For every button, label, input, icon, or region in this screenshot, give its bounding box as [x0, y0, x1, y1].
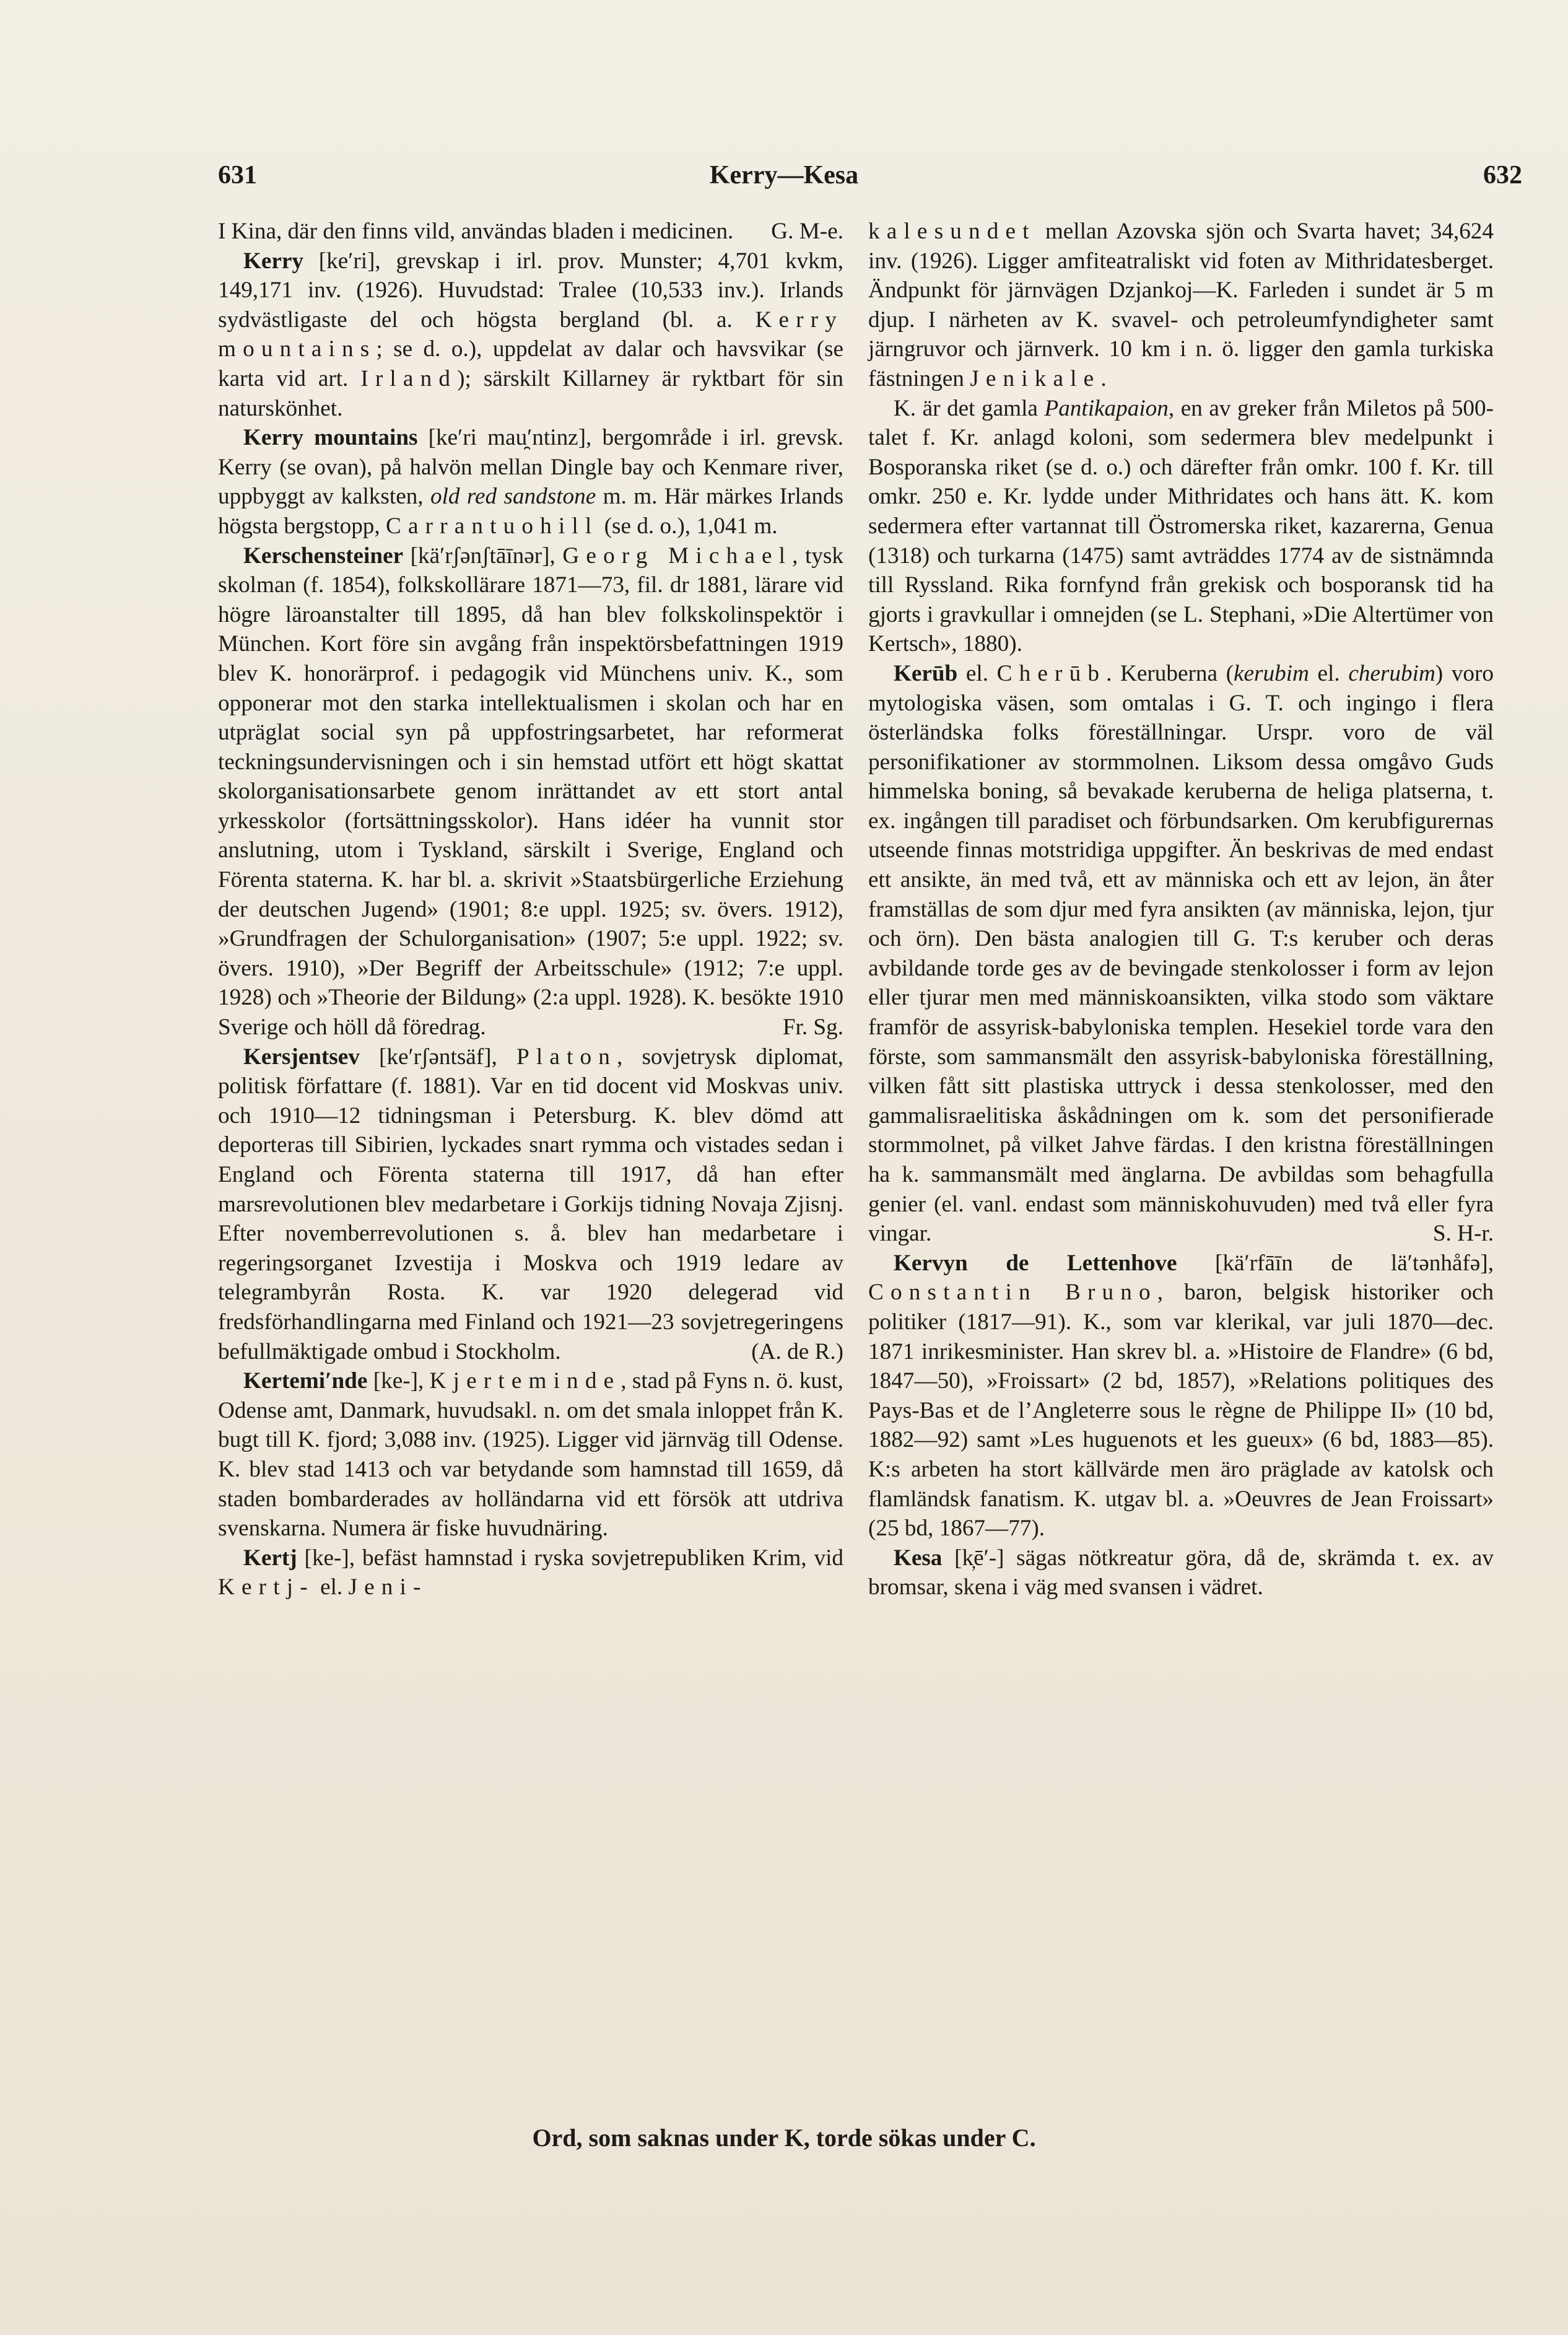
spaced-term: kalesundet [868, 219, 1036, 244]
left-column [218, 217, 843, 1602]
entry-kerschensteiner [218, 541, 843, 1042]
entry-continuation [218, 217, 843, 247]
spaced-term: Kjerteminde [429, 1368, 621, 1394]
entry-text: , tysk skolman (f. 1854), folkskollärare 1871—73, fil. dr 1881, lärare vid högre läroanstalter till 1895, då han blev folkskolinspektör i München. Kort före sin avgång från inspektörsbefattningen 1919 blev K. honorärprof. i pedagogik vid Münchens univ. K., som opponerar mot den starka intellektualismen i skolan och har en utpräglat social syn på uppfostringsarbetet, har reformerat teckningsundervisningen och i sin hemstad utfört ett högt skattat skolorganisationsarbete genom inrättandet av ett stort antal yrkesskolor (fortsättningsskolor). Hans idéer ha vunnit stor anslutning, utom i Tyskland, särskilt i Sverige, England och Förenta staterna. K. har bl. a. skrivit »Staatsbürgerliche Erziehung der deutschen Jugend» (1901; 8:e uppl. 1925; sv. övers. 1912), »Grundfragen der Schulorganisation» (1907; 5:e uppl. 1922; sv. övers. 1910), »Der Begriff der Arbeitsschule» (1912; 7:e uppl. 1928) och »Theorie der Bildung» (2:a uppl. 1928). K. besökte 1910 Sverige och höll då föredrag. [218, 543, 844, 1041]
entry-text: I Kina, där den finns vild, användas bladen i medicinen. [218, 219, 734, 244]
italic-term: cherubim [1348, 660, 1435, 686]
entry-text: [kä′rʃənʃtāīnər], [403, 543, 563, 569]
spaced-term: Irland [360, 365, 458, 391]
entry-kerry [218, 247, 843, 424]
entry-kerteminde [218, 1366, 843, 1543]
author-signature: Fr. Sg. [782, 1015, 843, 1041]
headword: Kerry mountains [243, 425, 418, 451]
entry-text: ); särskilt Killarney är ryktbart för sin naturskönhet. [218, 365, 843, 421]
spaced-term: Carrantuohill [385, 513, 599, 539]
footer-note: Ord, som saknas under K, torde sökas under C. [532, 2124, 1036, 2152]
page-number-right: 632 [1483, 161, 1522, 190]
entry-kertj-continued [868, 217, 1494, 394]
author-signature: G. M-e. [771, 219, 843, 244]
entry-text: K. är det gamla [893, 395, 1045, 421]
spaced-term: Constantin Bruno [868, 1280, 1157, 1306]
italic-term: Pantikapaion [1044, 395, 1169, 421]
entry-text: ; se d. o.), uppdelat av dalar och havsvikar (se karta vid art. [218, 336, 843, 391]
entry-text: [kä′rfāīn de lä′tənhåfə], [1177, 1250, 1494, 1276]
entry-text: (se d. o.), 1,041 m. [598, 513, 778, 539]
entry-text: el. [1309, 660, 1349, 686]
headword: Kesa [893, 1545, 943, 1571]
entry-text: ) voro mytologiska väsen, som omtalas i G. T. och ingingo i flera österländska folks föreställningar. Urspr. voro de väl personifikationer av stormmolnen. Liksom dessa omgåvo Guds himmelska boning, så bevakade keruberna de heliga platserna, t. ex. ingången till paradiset och förbundsarken. Om kerubfigurernas utseende finnas motstridiga uppgifter. Än beskrivas de med endast ett ansikte, än med två, ett av människa och ett av lejon, än åter framställas de som djur med fyra ansikten (av människa, lejon, tjur och örn). Den bästa analogien till G. T:s keruber och deras avbildande torde ges av de bevingade stenkolosser i form av lejon eller tjurar men med människoansikten, vilka stodo som väktare framför de assyrisk-babyloniska templen. Hesekiel torde vara den förste, som sammansmält den assyrisk-babyloniska föreställning, vilken fått sitt plastiska uttryck i dessa stenkolosser, med den gammalisraelitiska åskådningen om k. som det personifierade stormmolnet, på vilket Jahve färdas. I den kristna föreställningen ha k. sammansmält med änglarna. De avbildas som behagfulla genier (el. vanl. endast som människohuvuden) med två eller fyra vingar. [868, 660, 1494, 1247]
running-title: Kerry—Kesa [709, 161, 859, 190]
entry-text: . Keruberna ( [1106, 660, 1234, 686]
entry-kertj [218, 1543, 843, 1602]
italic-term: old red sandstone [430, 484, 596, 510]
author-signature: S. H-r. [1432, 1221, 1494, 1247]
entry-text: el. [314, 1574, 349, 1600]
entry-text: [ke′ri mau̯′ntinz], bergområde i irl. grevsk. Kerry (se ovan), på halvön mellan Dingle bay och Kenmare river, uppbyggt av kalksten, [218, 425, 843, 510]
headword: Kertj [243, 1545, 297, 1571]
spaced-term: Jenikale [970, 365, 1101, 391]
headword: Kertemi′nde [243, 1368, 368, 1394]
entry-text: [ke-], [367, 1368, 430, 1394]
entry-text: [k̦ē′-] sägas nötkreatur göra, då de, skrämda t. ex. av bromsar, skena i väg med svansen i vädret. [868, 1545, 1494, 1600]
entry-text: [ke′ri], grevskap i irl. prov. Munster; 4,701 kvkm, 149,171 inv. (1926). Huvudstad: Tralee (10,533 inv.). Irlands sydvästligaste del och högsta bergland (bl. a. [218, 248, 843, 333]
spaced-term: Cherūb [996, 660, 1107, 686]
entry-text: mellan Azovska sjön och Svarta havet; 34,624 inv. (1926). Ligger amfiteatraliskt vid foten av Mithridatesberget. Ändpunkt för järnvägen Dzjankoj—K. Farleden i sundet är 5 m djup. I närheten av K. svavel- och petroleumfyndigheter samt järngruvor och järnverk. 10 km i n. ö. ligger den gamla turkiska fästningen [868, 219, 1494, 391]
entry-kerry-mountains [218, 423, 843, 541]
headword: Kerry [243, 248, 303, 274]
headword: Kersjentsev [243, 1044, 360, 1070]
spaced-term: Jeni- [348, 1574, 428, 1600]
entry-text: [ke-], befäst hamnstad i ryska sovjetrepubliken Krim, vid [297, 1545, 843, 1571]
entry-kertj-history [868, 394, 1494, 659]
entry-text: el. [957, 660, 997, 686]
entry-text: , en av greker från Miletos på 500-talet f. Kr. anlagd koloni, som sedermera blev medelpunkt i Bosporanska riket (se d. o.) och därefter från omkr. 100 f. Kr. till omkr. 250 e. Kr. lydde under Mithridates och hans ätt. K. kom sedermera efter vartannat till Östromerska riket, kazarerna, Genua (1318) och turkarna (1475) samt avträddes 1774 av de sistnämnda till Ryssland. Rika fornfynd från grekisk och bosporansk tid ha gjorts i gravkullar i omnejden (se L. Stephani, »Die Altertümer von Kertsch», 1880). [868, 395, 1494, 657]
spaced-term: Georg Michael [562, 543, 793, 569]
spaced-term: Kerry mountains [218, 307, 843, 362]
entry-text: , sovjetrysk diplomat, politisk författare (f. 1881). Var en tid docent vid Moskvas univ. och 1910—12 tidningsman i Petersburg. K. blev dömd att deporteras till Sibirien, lyckades snart rymma och vistades sedan i England och Förenta staterna till 1917, då han efter marsrevolutionen blev medarbetare i Gorkijs tidning Novaja Zjisnj. Efter novemberrevolutionen s. å. blev han medarbetare i regeringsorganet Izvestija i Moskva och 1919 ledare av telegrambyrån Rosta. K. var 1920 delegerad vid fredsförhandlingarna med Finland och 1921—23 sovjetregeringens befullmäktigade ombud i Stockholm. [218, 1044, 843, 1364]
spaced-term: Kertj- [218, 1574, 315, 1600]
right-column [868, 217, 1494, 1602]
entry-text: m. m. Här märkes Irlands högsta bergstopp, [218, 484, 844, 539]
entry-text: . [1100, 365, 1107, 391]
headword: Kerūb [893, 660, 958, 686]
page-number-left: 631 [218, 161, 257, 190]
headword: Kervyn de Lettenhove [893, 1250, 1177, 1276]
headword: Kerschensteiner [243, 543, 404, 569]
italic-term: kerubim [1234, 660, 1309, 686]
entry-kervyn [868, 1249, 1494, 1543]
entry-text: , baron, belgisk historiker och politiker (1817—91). K., som var klerikal, var juli 1870—dec. 1871 inrikesminister. Han skrev bl. a. »Histoire de Flandre» (6 bd, 1847—50), »Froissart» (2 bd, 1857), »Relations politiques des Pays-Bas et de l’Angleterre sous le règne de Philippe II» (10 bd, 1882—92) samt »Les huguenots et les gueux» (6 bd, 1883—85). K:s arbeten ha stort källvärde men äro präglade av katolsk och flamländsk fanatism. K. utgav bl. a. »Oeuvres de Jean Froissart» (25 bd, 1867—77). [868, 1280, 1494, 1542]
spaced-term: Platon [516, 1044, 617, 1070]
author-signature: (A. de R.) [751, 1338, 843, 1364]
entry-kerub [868, 659, 1494, 1249]
entry-text: , stad på Fyns n. ö. kust, Odense amt, Danmark, huvudsakl. n. om det smala inloppet från K. bugt till K. fjord; 3,088 inv. (1925). Ligger vid järnväg till Odense. K. blev stad 1413 och var betydande som hamnstad till 1659, då staden bombarderades av holländarna vid ett försök att utdriva svenskarna. Numera är fiske huvudnäring. [218, 1368, 843, 1542]
entry-text: [ke′rʃəntsäf], [359, 1044, 517, 1070]
entry-kersjentsev [218, 1042, 843, 1367]
entry-kesa [868, 1543, 1494, 1602]
